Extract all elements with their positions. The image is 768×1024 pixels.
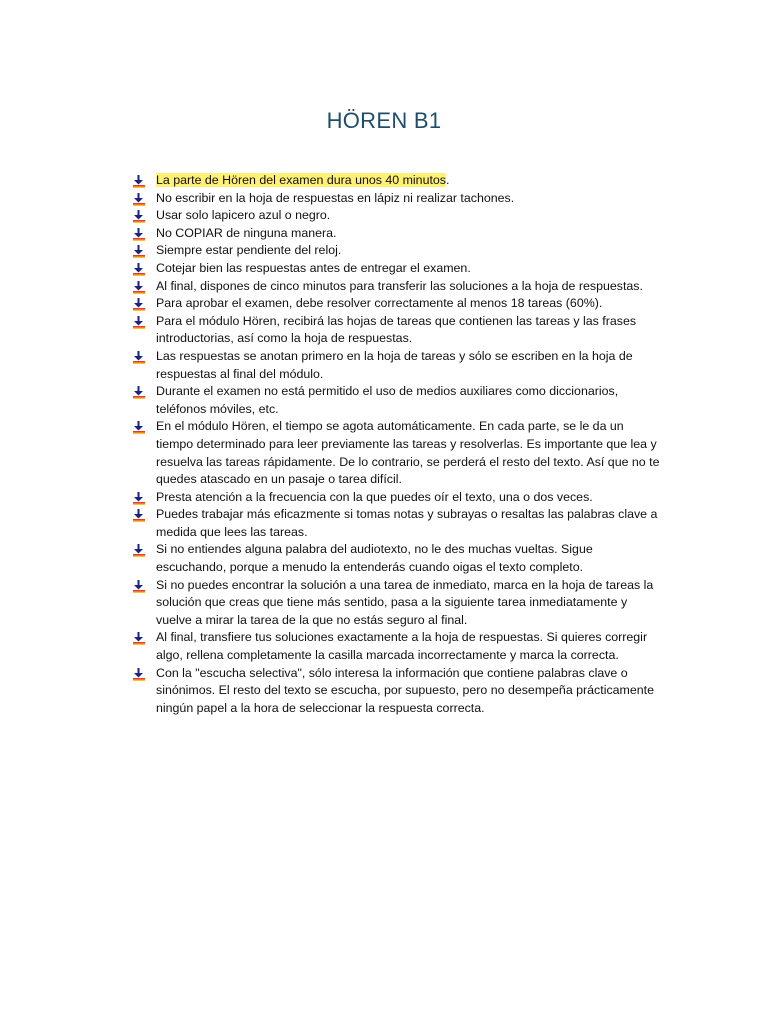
- list-item-text: Puedes trabajar más eficazmente si tomas notas y subrayas o resaltas las palabras clave a medida que lees las tareas.: [156, 507, 658, 539]
- arrow-down-bullet-icon: [132, 509, 146, 522]
- list-item-text: Siempre estar pendiente del reloj.: [156, 243, 342, 258]
- arrow-down-bullet-icon: [132, 263, 146, 276]
- list-item-text: Las respuestas se anotan primero en la hoja de tareas y sólo se escriben en la hoja de respuestas al final del módulo.: [156, 348, 633, 381]
- arrow-down-bullet-icon: [132, 632, 146, 645]
- list-item: [130, 577, 660, 630]
- arrow-down-bullet-icon: [132, 544, 146, 557]
- list-item: [130, 489, 660, 507]
- arrow-down-bullet-icon: [132, 281, 146, 294]
- list-item-text: Si no puedes encontrar la solución a una tarea de inmediato, marca en la hoja de tareas la solución que creas que tiene más sentido, pasa a la siguiente tarea inmediatamente y vuelve a mirar la tarea de la que no estás seguro al final.: [156, 577, 654, 627]
- arrow-down-bullet-icon: [132, 245, 146, 258]
- list-item-text: Con la "escucha selectiva", sólo interesa la información que contiene palabras clave o sinónimos. El resto del texto se escucha, por supuesto, pero no desempeña prácticamente ningún papel a la hora de seleccionar la respuesta correcta.: [156, 665, 654, 715]
- list-item-text: Si no entiendes alguna palabra del audiotexto, no le des muchas vueltas. Sigue escuchando, porque a menudo la entenderás cuando oigas el texto completo.: [156, 542, 593, 575]
- list-item: [130, 242, 660, 260]
- list-item-text: Para aprobar el examen, debe resolver correctamente al menos 18 tareas (60%).: [156, 296, 603, 311]
- list-item: [130, 295, 660, 313]
- arrow-down-bullet-icon: [132, 492, 146, 505]
- list-item: [130, 172, 660, 190]
- page-title: HÖREN B1: [326, 108, 442, 133]
- list-item-text: Presta atención a la frecuencia con la que puedes oír el texto, una o dos veces.: [156, 489, 593, 504]
- list-item-text: Durante el examen no está permitido el uso de medios auxiliares como diccionarios, teléfonos móviles, etc.: [156, 384, 619, 416]
- list-item-text: .: [446, 173, 450, 187]
- list-item: [130, 506, 660, 541]
- arrow-down-bullet-icon: [132, 175, 146, 188]
- list-item: [130, 260, 660, 278]
- arrow-down-bullet-icon: [132, 228, 146, 241]
- arrow-down-bullet-icon: [132, 668, 146, 681]
- list-item: [130, 348, 660, 383]
- list-item: [130, 383, 660, 418]
- list-item-text: Usar solo lapicero azul o negro.: [156, 208, 331, 223]
- list-item: [130, 629, 660, 664]
- list-item-text: Al final, dispones de cinco minutos para transferir las soluciones a la hoja de respuestas.: [156, 278, 643, 293]
- arrow-down-bullet-icon: [132, 580, 146, 593]
- list-item-text: Al final, transfiere tus soluciones exactamente a la hoja de respuestas. Si quieres corregir algo, rellena completamente la casilla marcada incorrectamente y marca la correcta.: [156, 630, 648, 663]
- list-item: [130, 541, 660, 576]
- arrow-down-bullet-icon: [132, 193, 146, 206]
- arrow-down-bullet-icon: [132, 421, 146, 434]
- list-item-text: En el módulo Hören, el tiempo se agota automáticamente. En cada parte, se le da un tiempo determinado para leer previamente las tareas y resolverlas. Es importante que lea y resuelva las tareas rápidamente. De lo contrario, se perderá el resto del texto. Así que no te quedes atascado en un pasaje o tarea difícil.: [156, 419, 660, 487]
- list-item-text: Cotejar bien las respuestas antes de entregar el examen.: [156, 260, 471, 275]
- list-item: [130, 225, 660, 243]
- list-item-text: Para el módulo Hören, recibirá las hojas de tareas que contienen las tareas y las frases introductorias, así como la hoja de respuestas.: [156, 313, 637, 346]
- arrow-down-bullet-icon: [132, 298, 146, 311]
- highlighted-text: La parte de Hören del examen dura unos 40 minutos: [156, 173, 446, 187]
- arrow-down-bullet-icon: [132, 210, 146, 223]
- list-item: [130, 665, 660, 718]
- arrow-down-bullet-icon: [132, 351, 146, 364]
- list-item-text: No escribir en la hoja de respuestas en lápiz ni realizar tachones.: [156, 190, 515, 205]
- list-item: [130, 313, 660, 348]
- arrow-down-bullet-icon: [132, 316, 146, 329]
- list-item-text: No COPIAR de ninguna manera.: [156, 225, 337, 240]
- bullet-list: [130, 172, 660, 717]
- list-item: [130, 207, 660, 225]
- arrow-down-bullet-icon: [132, 386, 146, 399]
- list-item: [130, 190, 660, 208]
- list-item: [130, 418, 660, 488]
- list-item: [130, 278, 660, 296]
